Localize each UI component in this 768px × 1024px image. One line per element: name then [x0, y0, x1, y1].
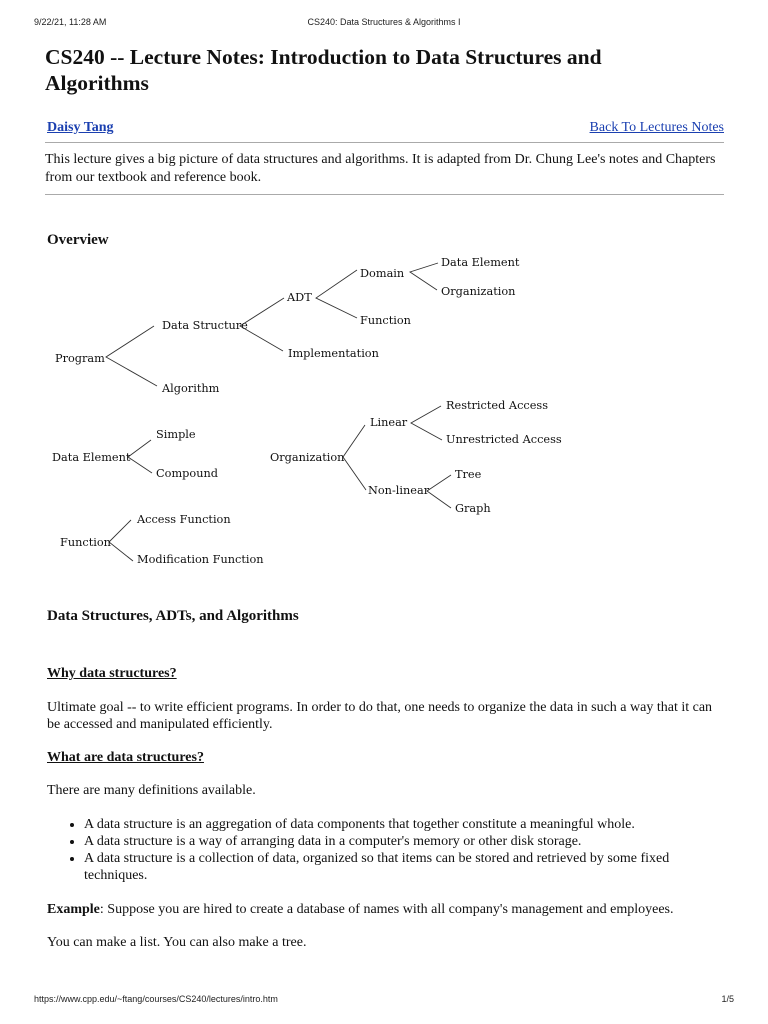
- definition-item: • A data structure is a way of arranging data in a computer's memory or other disk storage.: [84, 833, 724, 850]
- tree-branch: [106, 326, 157, 386]
- node-graph: Graph: [455, 502, 491, 515]
- what-heading-wrap: [47, 749, 724, 766]
- back-to-lecture-notes-link[interactable]: Back To Lectures Notes: [589, 120, 724, 135]
- print-url: https://www.cpp.edu/~ftang/courses/CS240/lectures/intro.htm: [34, 994, 278, 1004]
- print-page-title: CS240: Data Structures & Algorithms I: [307, 17, 461, 27]
- node-algorithm: Algorithm: [162, 382, 220, 395]
- why-heading: Why data structures?: [47, 666, 177, 681]
- list-tree-paragraph: You can make a list. You can also make a tree.: [47, 935, 307, 950]
- lecture-content: [45, 44, 724, 195]
- tree-branch: [109, 520, 133, 561]
- tree-branch: [240, 298, 284, 351]
- page-title: CS240 -- Lecture Notes: Introduction to Data Structures and Algorithms: [45, 45, 602, 95]
- node-non-linear: Non-linear: [368, 484, 430, 497]
- node-organization-root: Organization: [270, 451, 345, 464]
- intro-paragraph: This lecture gives a big picture of data structures and algorithms. It is adapted from Dr. Chung Lee's notes and Chapters from our textbook and reference book.: [45, 152, 716, 185]
- node-data-structure: Data Structure: [162, 319, 248, 332]
- node-compound: Compound: [156, 467, 218, 480]
- print-datetime: 9/22/21, 11:28 AM: [34, 17, 107, 27]
- node-simple: Simple: [156, 428, 196, 441]
- divider-top: [45, 142, 724, 143]
- why-paragraph: Ultimate goal -- to write efficient programs. In order to do that, one needs to organize the data in such a way that it can be accessed and manipulated efficiently.: [47, 700, 713, 732]
- section-heading-wrap: [47, 608, 724, 625]
- node-data-element: Data Element: [441, 256, 520, 269]
- print-header: [34, 17, 734, 29]
- tree-branch: [427, 475, 451, 508]
- node-linear: Linear: [370, 416, 408, 429]
- what-intro: There are many definitions available.: [47, 783, 256, 798]
- why-paragraph-wrap: [47, 699, 724, 733]
- example-wrap: [47, 901, 724, 918]
- node-implementation: Implementation: [288, 347, 379, 360]
- divider-bottom: [45, 194, 724, 195]
- print-footer: [34, 994, 734, 1006]
- node-domain: Domain: [360, 267, 405, 280]
- what-heading: What are data structures?: [47, 750, 204, 765]
- tree-branch: [410, 263, 438, 290]
- tree-branch: [316, 270, 357, 318]
- why-heading-wrap: [47, 665, 724, 682]
- node-function: Function: [360, 314, 411, 327]
- example-paragraph: [47, 901, 724, 918]
- node-program: Program: [55, 352, 105, 365]
- node-tree: Tree: [455, 468, 482, 481]
- byline: [45, 120, 724, 142]
- node-function-root: Function: [60, 536, 111, 549]
- definitions-list: [47, 816, 724, 884]
- node-restricted-access: Restricted Access: [446, 399, 549, 412]
- tree-branch: [411, 406, 442, 440]
- program-tree: [55, 256, 520, 395]
- data-element-tree: [52, 428, 218, 480]
- function-tree: [60, 513, 264, 566]
- node-organization: Organization: [441, 285, 516, 298]
- node-access-function: Access Function: [137, 513, 231, 526]
- definition-item: • A data structure is an aggregation of data components that together constitute a meaningful whole.: [84, 816, 724, 833]
- definition-item: • A data structure is a collection of data, organized so that items can be stored and retrieved by some fixed techniques.: [84, 850, 724, 884]
- example-text: : Suppose you are hired to create a database of names with all company's management and employees.: [99, 902, 674, 917]
- node-data-element-root: Data Element: [52, 451, 131, 464]
- node-modification-function: Modification Function: [137, 553, 264, 566]
- list-tree-wrap: [47, 934, 724, 951]
- section-heading: Data Structures, ADTs, and Algorithms: [47, 608, 299, 624]
- tree-branch: [128, 440, 152, 473]
- overview-heading: Overview: [47, 232, 109, 248]
- what-intro-wrap: [47, 782, 724, 799]
- organization-tree: [270, 399, 562, 515]
- print-page-number: 1/5: [721, 994, 734, 1004]
- node-adt: ADT: [287, 291, 312, 304]
- tree-branch: [343, 425, 366, 490]
- author-link[interactable]: Daisy Tang: [47, 120, 114, 135]
- node-unrestricted-access: Unrestricted Access: [446, 433, 562, 446]
- definitions-wrap: [47, 816, 724, 884]
- example-label: Example: [47, 902, 100, 917]
